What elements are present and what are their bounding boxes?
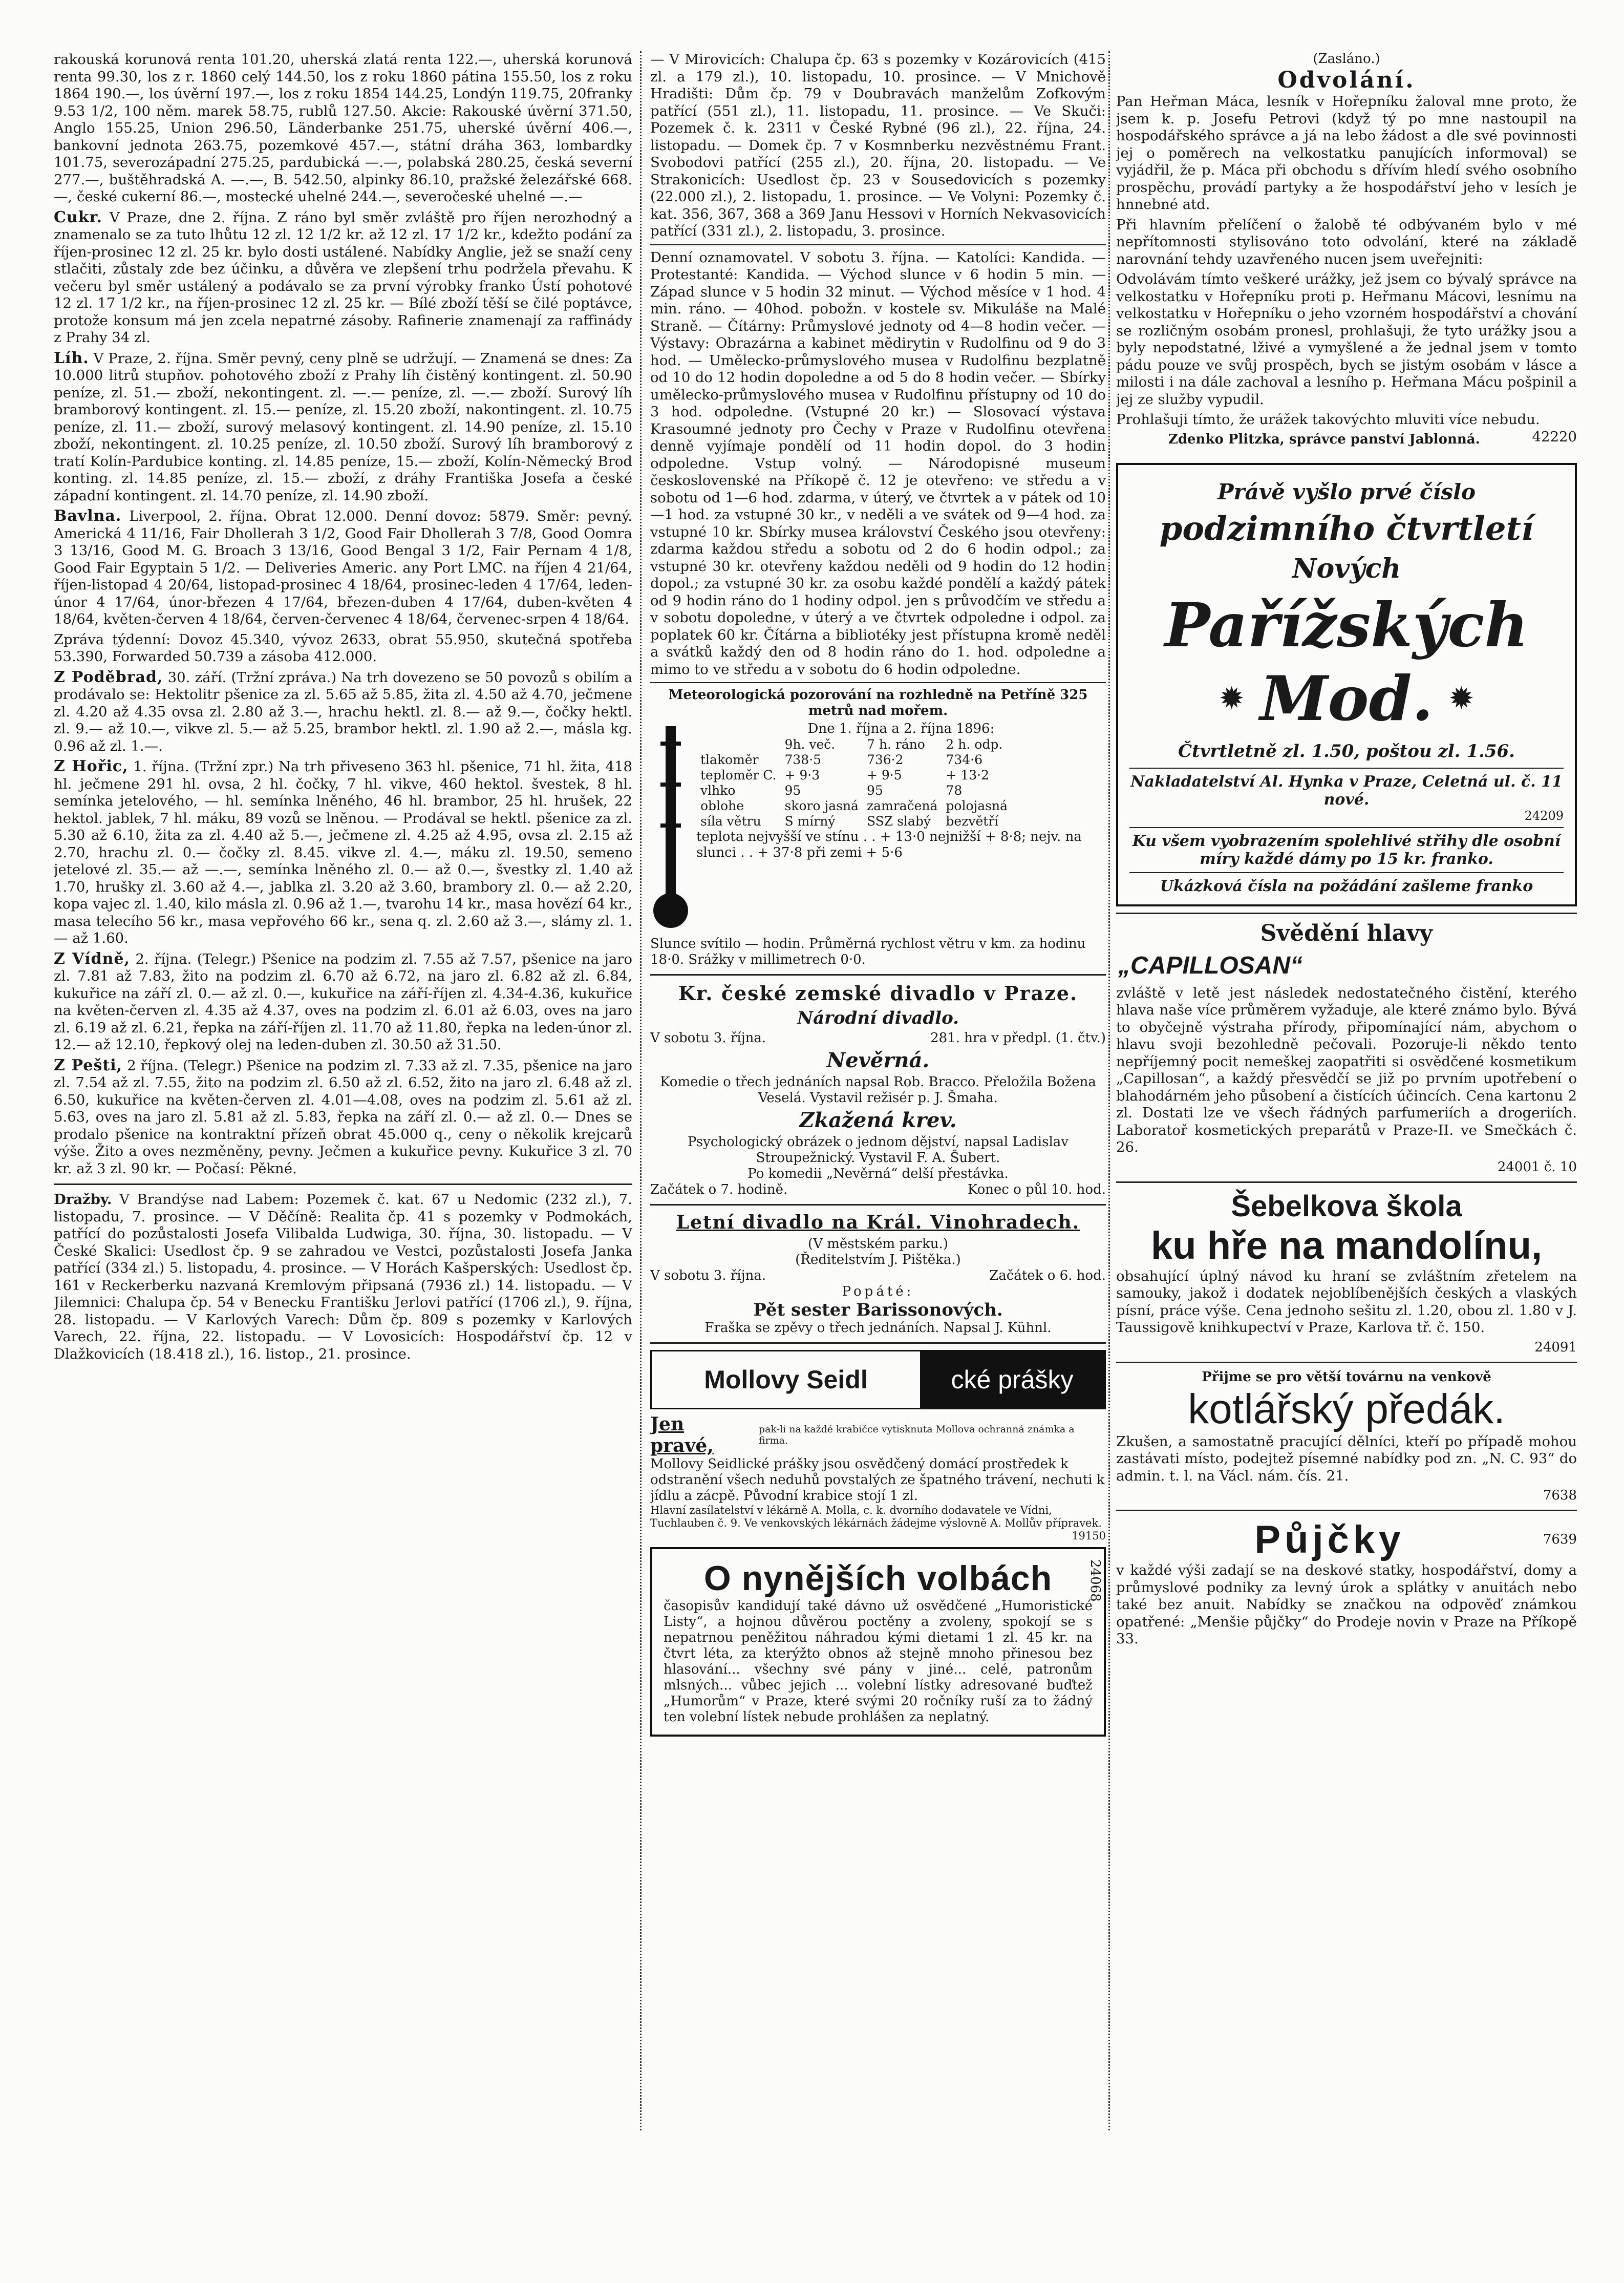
retraction-title: Odvolání. [1277,67,1416,93]
capillosan-logo: „CAPILLOSAN“ [1118,952,1302,979]
right-column: (Zasláno.) Odvolání. Pan Heřman Máca, lesník v Hořepníku žaloval mne proto, že jsem k. p. Josefu Petrovi (když tý po mne nastoupil na hospodářského správce a já na lebo žádost a dle své povinnosti jej o poměrech na velkostatku panujících informoval) se vyjádřil, že p. Máca při obchodu s dřívím hledí svého osobního prospěchu, provádí partyky a že hospodářství jeho v lesích je hnnebné atd. Při hlavním přelíčení o žalobě té odbývaném bylo v mé nepřítomnosti stylisováno toto odvolání, které na základě narovnání tehdy uzavřeného nucen jsem uveřejniti: Odvolávám tímto veškeré urážky, jež jsem co bývalý správce na velkostatku v Hořepníku proti p. Heřmanu Mácovi, lesnímu na velkostatku v Hořepníku o jeho vzorném hospodářství a chování se rozličným osobám pronesl, prohlašuji, že tyto urážky jsou a byly nepodstatné, lživé a vymyšlené a že jednal jsem v tomto pádu pouze ve svůj prospěch, bych se jistým osobám v lásce a milosti i na dále zachoval a lesního p. Heřmana Mácu pošpinil a jej ze služby vypudil. Prohlašuji tímto, že urážek takovýchto mluviti více nebudu. 42220 Zdenko Plitzka, správce panství Jablonná. Právě vyšlo prvé číslo podzimního čtvrtletí Nových Pařížských ✹ Mod. ✹ Čtvrtletně zl. 1.50, poštou zl. 1.56. Nakladatelství Al. Hynka v Praze, Celetná ul. č. 11 nové. 24209 Ku všem vyobrazením spolehlivé střihy dle osobní míry každé dámy po 15 kr. franko. Ukázková čísla na požádání zašleme franko Svědění hlavy „CAPILLOSAN“ zvláště v letě jest následek nedostatečného čistění, kterého hlava naše více průměrem vyžaduje, ale které známo bylo. Bývá to obyčejně výstraha přírody, připomínající nám, abychom o hlavu svoji bezohledně pečovali. Pozoruje-li někdo tento nepříjemný pocit nemeškej zaopatřiti si osvědčené kosmetikum „Capillosan“, a každý přesvědčí se již po prvním upotřebení o blahodárném jeho působení a čistících účincích. Cena kartonu 2 zl. Dostati lze ve všech řádných parfumeriích a drogeriích. Laboratoř kosmetických preparátů v Praze-II. ve Smečkách č. 26. 24001 č. 10 Šebelkova škola ku hře na mandolínu, obsahující úplný návod ku hraní se zvláštním zřetelem na samouky, jakož i dodatek nejoblíbenějších českých a vlaských písní, práce výše. Cena jednoho sešitu zl. 1.20, obou zl. 1.80 v J. Taussigově knihkupectví v Praze, Karlova tř. č. 150. 24091 Přijme se pro větší továrnu na venkově kotlářský předák. Zkušen, a samostatně pracující dělníci, kteří po případě mohou zastávati místo, podejtež písemné nabídky pod zn. „N. C. 93“ do admin. t. l. na Václ. nám. čís. 21. 7638 Půjčky 7639 v každé výši zadají se na deskové statky, hospodářství, domy a průmyslové podniky za levný úrok a splátky v anuitách nebo také bez anuit. Nabídky se značkou na odpověď známkou opatřené: „Menšie půjčky“ do Prodeje novin v Praze na Příkopě 33. [1116,51,1577,1647]
podebrady-market: Z Poděbrad, 30. září. (Tržní zpráva.) Na trh dovezeno se 50 povozů s obilím a prodávalo se: Hektolitr pšenice za zl. 5.65 až 5.85, žita zl. 4.50 až 4.70, ječmene zl. 4.20 až 4.35 ovsa zl. 2.80 až 3.—, hrachu hektl. zl. 8.— až 9.—, čočky hektl. zl. 9.— až 10.—, vikve zl. 5.— až 5.25, brambor hektl. zl. 1.90 až 2.—, másla kg. 0.96 až zl. 1.—. [54,668,632,754]
meteo-title: Meteorologická pozorování na rozhledně na Petříně 325 metrů nad mořem. [668,687,1088,718]
table-row: tlakoměr 738·5 736·2 734·6 [700,752,982,767]
table-row: oblohe skoro jasná zamračená polojasná [700,798,1008,813]
retraction-signature: Zdenko Plitzka, správce panství Jablonná. [1168,431,1480,447]
section-divider [54,1183,632,1185]
meteo-subtitle: Dne 1. října a 2. října 1896: [807,721,995,736]
mandolin-ad: Šebelkova škola ku hře na mandolínu, obsahující úplný návod ku hraní se zvláštním zřetelem na samouky, jakož i dodatek nejoblíbenějších českých a vlaských písní, práce výše. Cena jednoho sešitu zl. 1.20, obou zl. 1.80 v J. Taussigově knihkupectví v Praze, Karlova tř. č. 150. 24091 [1116,1189,1577,1355]
loans-ad: Půjčky 7639 v každé výši zadají se na deskové statky, hospodářství, domy a průmyslové podniky za levný úrok a splátky v anuitách nebo také bez anuit. Nabídky se značkou na odpověď známkou opatřené: „Menšie půjčky“ do Prodeje novin v Praze na Příkopě 33. [1116,1518,1577,1647]
auctions: Dražby. V Brandýse nad Labem: Pozemek č. kat. 67 u Nedomic (232 zl.), 7. listopadu, 7. prosince. — V Děčíně: Realita čp. 41 s pozemky v Podmokách, patřící do pozůstalosti Josefa Vilibalda Ludwiga, 30. října, 30. listopadu. — V České Skalici: Usedlost čp. 9 se zahradou ve Vestci, pozůstalosti Josefa Janka patřící (334 zl.) 5. listopadu, 4. prosince. — V Horách Kašperských: Usedlost čp. 161 v Reckerberku nazvaná Kremlovým připsaná (7936 zl.) 14. listopadu. — V Jilemnici: Chalupa čp. 54 v Benecku Františku Jerlovi patřící (1706 zl.), 9. října, 28. listopadu. — V Karlových Varech: Dům čp. 809 s pozemky v Karlových Varech, 22. října, 22. listopadu. — V Lovosicích: Hospodářství čp. 12 v Dlažkovicích (18.418 zl.), 16. listop., 21. prosince. [54,1191,632,1362]
auctions-cont: — V Mirovicích: Chalupa čp. 63 s pozemky v Kozárovicích (415 zl. a 179 zl.), 10. listopadu, 10. prosince. — V Mnichově Hradišti: Dům čp. 79 v Doubravách manželům Zofkovým patřící (551 zl.), 11. listopadu, 11. prosince. — Ve Skuči: Pozemek č. k. 2311 v České Rybné (96 zl.), 22. října, 24. listopadu. — Domek čp. 7 v Kosmnberku nezvěstnému Frant. Svobodovi patřící (255 zl.), 20. října, 20. listopadu. — Ve Strakonicích: Usedlost čp. 23 v Sousedovicích s pozemky (22.000 zl.), 2. listopadu, 1. prosince. — Ve Volyni: Pozemky č. kat. 356, 367, 368 a 369 Janu Hessovi v Horních Nekvasovicích patřící (331 zl.), 2. listopadu, 3. prosince. [650,51,1106,239]
table-row: teploměr C. + 9·3 + 9·5 + 13·2 [700,768,989,783]
cotton-weekly: Zpráva týdenní: Dovoz 45.340, vývoz 2633, obrat 55.950, skutečná spotřeba 53.390, Forwarded 50.739 a zásoba 412.000. [54,631,632,665]
cotton-report: Bavlna. Liverpool, 2. října. Obrat 12.000. Denní dovoz: 5879. Směr: pevný. Americká 4 11/16, Fair Dhollerah 3 1/2, Good Fair Dhollerah 3 7/8, Good Oomra 3 13/16, Good M. G. Broach 3 13/16, Good Bengal 3 1/2, Fair Pernam 4 1/8, Good Fair Egyptain 5 1/2. — Deliveries Americ. any Port LMC. na říjen 4 21/64, říjen-listopad 4 20/64, listopad-prosinec 4 18/64, prosinec-leden 4 17/64, leden-únor 4 17/64, únor-březen 4 17/64, březen-duben 4 17/64, duben-květen 4 18/64, květen-červen 4 18/64, červen-červenec 4 18/64, červenec-srpen 4 18/64. [54,507,632,627]
theatre-national: Kr. české zemské divadlo v Praze. Národní divadlo. V sobotu 3. října. 281. hra v předpl. (1. čtv.) Nevěrná. Komedie o třech jednáních napsal Rob. Bracco. Přeložila Božena Veselá. Vystavil režisér p. J. Šmaha. Zkažená krev. Psychologický obrázek o jednom dějství, napsal Ladislav Stroupežnický. Vystavil F. A. Šubert. Po komedii „Nevěrná“ delší přestávka. Začátek o 7. hodině. Konec o půl 10. hod. [650,982,1106,1197]
sugar-report: Cukr. V Praze, dne 2. října. Z ráno byl směr zvláště pro říjen nerozhodný a znamenalo se za tuto lhůtu 12 zl. 12 1/2 kr. až 12 zl. 17 1/2 kr., kdežto podání za říjen-prosinec 12 zl. 25 kr. bylo dosti ustálené. Nabídky Anglie, jež se snaží ceny stlačiti, zůstaly zde bez účinku, a důvěra ve zlepšení trhu podržela převahu. K večeru byl směr ustálený a podávalo se za první výrobky franko Ústí pohotové 12 zl. 17 1/2 kr., na říjen-prosinec 12 zl. 25 kr. — Bílé zboží těší se čilé poptávce, protože konsum má jen zcela nepatrné zásoby. Rafinerie znamenají za raffinády z Prahy 34 zl. [54,208,632,346]
meteo-block [650,687,1106,968]
boilermaker-ad: Přijme se pro větší továrnu na venkově kotlářský předák. Zkušen, a samostatně pracující dělníci, kteří po případě mohou zastávati místo, podejtež písemné nabídky pod zn. „N. C. 93“ do admin. t. l. na Václ. nám. čís. 21. 7638 [1116,1369,1577,1503]
theatre-summer: Letní divadlo na Král. Vinohradech. (V městském parku.) (Ředitelstvím J. Pištěka.) V sobotu 3. října. Začátek o 6. hod. Popáté: Pět sester Barissonových. Fraška se zpěvy o třech jednáních. Napsal J. Kühnl. [650,1212,1106,1336]
table-row: síla větru S mírný SSZ slabý bezvětří [700,814,999,829]
spirit-report: Líh. V Praze, 2. října. Směr pevný, ceny plně se udržují. — Znamená se dnes: Za 10.000 litrů stupňov. pohotového zboží z Prahy líh čistěný kontingent. zl. 50.90 peníze, zl. 51.— zboží, nekontingent. zl. —.— peníze, zl. —.— zboží. Surový líh bramborový kontingent. zl. 15.— peníze, zl. 15.20 zboží, nakontingent. zl. 10.75 peníze, zl. 11.— zboží, surový melasový kontingent. zl. 14.90 peníze, zl. 15.10 zboží, nekontingent. zl. 10.25 peníze, zl. 10.50 zboží. Surový líh bramborový z tratí Kolín-Pardubice konting. zl. 14.85 peníze, 15.— zboží, Kolín-Německý Brod konting. zl. 14.85 peníze, zl. 15.— zboží, z dráhy Františka Josefa a české západní kontingent. zl. 14.70 peníze, zl. 14.90 zboží. [54,349,632,504]
middle-column [650,51,1106,2141]
left-column [54,51,632,2125]
thermometer-icon [650,721,691,936]
star-ornament-icon: ✹ [1448,681,1475,716]
table-row: vlhko 95 95 78 [700,783,963,798]
capillosan-ad: Svědění hlavy „CAPILLOSAN“ zvláště v letě jest následek nedostatečného čistění, kterého hlava naše více průměrem vyžaduje, ale které známo bylo. Bývá to obyčejně výstraha přírody, připomínající nám, abychom o hlavu svoji bezohledně pečovali. Pozoruje-li někdo tento nepříjemný pocit nemeškej zaopatřiti si osvědčené kosmetikum „Capillosan“, a každý přesvědčí se již po prvním upotřebení o blahodárném jeho působení a čistících účincích. Cena kartonu 2 zl. Dostati lze ve všech řádných parfumeriích a drogeriích. Laboratoř kosmetických preparátů v Praze-II. ve Smečkách č. 26. 24001 č. 10 [1116,920,1577,1175]
column-divider-left [640,51,642,2130]
fashion-ad: Právě vyšlo prvé číslo podzimního čtvrtletí Nových Pařížských ✹ Mod. ✹ Čtvrtletně zl. 1.50, poštou zl. 1.56. Nakladatelství Al. Hynka v Praze, Celetná ul. č. 11 nové. 24209 Ku všem vyobrazením spolehlivé střihy dle osobní míry každé dámy po 15 kr. franko. Ukázková čísla na požádání zašleme franko [1116,463,1577,906]
elections-ad: O nynějších volbách 24068 časopisův kandidují také dávno už osvědčené „Humoristické Listy“, a hojnou důvěrou poctěny a zvoleny, spokojí se s nepatrnou peněžitou náhradou kými dietami 1 zl. 45 kr. na čtvrt léta, za kterýžto obnos až stejně mnoho přinesou bez hlasování... všechny své pány v jiné... celé, patronům mlsných... vůbec jejich ... volební lístky adresované buďtež „Humorům“ v Praze, které svými 20 ročníky ruší za to žádný ten volební lístek nebude prohlášen za neplatný. [650,1547,1106,1737]
meteo-footer: Slunce svítilo — hodin. Průměrná rychlost větru v km. za hodinu 18·0. Srážky v millimetrech 0·0. [650,936,1086,967]
vienna-market: Z Vídně, 2. října. (Telegr.) Pšenice na podzim zl. 7.55 až 7.57, pšenice na jaro zl. 7.81 až 7.83, žito na podzim zl. 6.70 až 6.72, na jaro zl. 6.82 až zl. 6.84, kukuřice na září zl. 0.— až zl. 0.—, kukuřice na září-říjen zl. 4.34-4.36, kukuřice na květen-červen zl. 4.35 až 4.37, oves na podzim zl. 6.01 až 6.03, oves na jaro zl. 6.19 až zl. 6.21, řepka na září-říjen zl. 11.70 až 11.80, řepka na leden-únor zl. 12.— až 12.10, řepkový olej na leden-duben zl. 30.50 až 31.50. [54,949,632,1053]
moll-ad: Mollovy Seidl cké prášky Jen pravé, pak-li na každé krabičce vytisknuta Mollova ochranná známka a firma. Mollovy Seidlické prášky jsou osvědčený domácí prostředek k odstranění všech neduhů povstalých ze špatného trávení, nechuti k jídlu a zácpě. Původní krabice stojí 1 zl. Hlavní zasílatelství v lékárně A. Molla, c. k. dvorního dodavatele ve Vídni, Tuchlauben č. 9. Ve venkovských lékárnách žádejme výslovně A. Mollův přípravek. 19150 [650,1350,1106,1542]
daily-announcer: Denní oznamovatel. V sobotu 3. října. — Katolíci: Kandida. — Protestanté: Kandida. — Východ slunce v 6 hodin 5 min. — Západ slunce v 5 hodin 32 minut. — Východ měsíce v 1 hod. 4 min. ráno. — 40hod. pobožn. v kostele sv. Mikuláše na Malé Straně. — Čítárny: Průmyslové jednoty od 4—8 hodin večer. — Výstavy: Obrazárna a kabinet mědirytin v Rudolfinu od 9 do 3 hod. — Umělecko-průmyslového musea v Rudolfinu bezplatně od 10 do 12 hodin dopoledne a od 5 do 8 hodin večer. — Sbírky umělecko-průmyslového musea v Rudolfinu přístupny od 10 do 3 hod. odpoledne. (Vstupné 20 kr.) — Slosovací výstava Krasoumné jednoty pro Čechy v Praze v Rudolfinu otevřena denně vyjímaje pondělí od 11 hodin dopol. do 3 hodin odpoledne. Vstup volný. — Národopisné museum československé na Příkopě č. 12 je otevřeno: ve středu a v sobotu od 1—6 hod. zdarma, v úterý, ve čtvrtek a v pátek od 10—1 hod. za vstupné 30 kr., v neděli a ve svátek od 9—4 hod. za vstupné 10 kr. Sbírky musea království Českého jsou otevřeny: zdarma každou středu a sobotu od 2 do 6 hodin odpol.; za vstupné 30 kr. otevřeny každou neděli od 9 hodin do 12 hodin dopol.; za vstupné 30 kr. za osobu každé pondělí a každý pátek od 9 hodin ráno do 1 hodiny odpol. jen s průvodčím ve středu a v sobotu dopoledne, v úterý a ve čtvrtek odpoledne i odpol. za poplatek 60 kr. Čítárna a bibliotéky jest přístupna kromě neděl a svátků každý den od 8 hodin ráno do 1. hod. odpoledne a mimo to ve středu a v sobotu do 6 hodin odpoledne. [650,249,1106,678]
column-divider-right [1108,51,1110,2130]
stock-report: rakouská korunová renta 101.20, uherská zlatá renta 122.—, uherská korunová renta 99.30, los z r. 1860 celý 144.50, los z roku 1860 pátina 155.50, los z roku 1864 190.—, los úvěrní 197.—, los z roku 1854 144.25, Londýn 119.75, 20franky 9.53 1/2, 100 něm. marek 58.75, rublů 127.50. Akcie: Rakouské úvěrní 371.50, Anglo 155.25, Union 296.50, Länderbanke 251.75, uherské úvěrní 406.—, bankovní jednota 263.75, pozemkové 457.—, státní dráha 363, lombardky 101.75, severozápadní 275.25, pardubická —.—, polabská 280.25, česká severní 277.—, buštěhradská A. —.—, B. 542.50, alpinky 86.10, pražské železářské 668.—, české cukerní 86.—, mostecké uhelné 244.—, severočeské uhelné —.— [54,51,632,205]
meteo-table: 9h. več. 7 h. ráno 2 h. odp. tlakoměr 738·5 736·2 734·6 teploměr C. + 9·3 + 9·5 + 13·2 vlhko 95 95 78 oblohe skoro jasná zamračená polojasná síla větru S mírný SSZ slabý bezvětří [696,737,1012,829]
star-ornament-icon: ✹ [1219,681,1245,716]
horice-market: Z Hořic, 1. října. (Tržní zpr.) Na trh přiveseno 363 hl. pšenice, 71 hl. žita, 418 hl. ječmene 291 hl. ovsa, 2 hl. čočky, 7 hl. vikve, 460 hektol. švestek, 8 hl. semínka jetelového, — hl. semínka lněného, 46 hl. brambor, 25 hl. hrušek, 22 hektol. jablek, 7 hl. máku, 89 vozů se lněnou. — Prodával se hektl. pšenice za zl. 5.30 až 6.10, žita za zl. 4.40 až 5.—, ječmene zl. 4.25 až 4.95, ovsa zl. 2.15 až 2.70, hrachu zl. 0.— čočky zl. 8.45. vikve zl. 4.—, máku zl. 19.50, semeno jetelové zl. 35.— až —.—, semínka lněného zl. 0.— až 0.—, švestky zl. 1.40 až 1.70, hrušky zl. 3.60 až 4.—, jablka zl. 3.20 až 3.60, brambory zl. 0.— až 2.20, kopa vajec zl. 1.40, kilo másla zl. 0.96 až 1.—, tvarohu 14 kr., masa hovězí 64 kr., masa telecího 56 kr., masa vepřového 66 kr., sena q. zl. 2.60 až 3.—, slámy zl. 1.— až 1.60. [54,757,632,946]
pest-market: Z Pešti, 2 října. (Telegr.) Pšenice na podzim zl. 7.33 až zl. 7.35, pšenice na jaro zl. 7.54 až zl. 7.55, žito na podzim zl. 6.50 až zl. 6.52, žito na jaro zl. 6.48 až zl. 6.50, kukuřice na květen-červen zl. 4.01—4.08, oves na podzim zl. 5.61 až zl. 5.63, oves na jaro zl. 5.81 až zl. 5.83, řepka na září zl. 0.— až zl. 0.— Dnes se prodalo pšenice na kontraktní přízeň obrat 45.000 q., ceny o několik krejcarů výše. Žito a oves nezměněny, pevny. Ječmen a kukuřice pevny. Kukuřice 3 zl. 70 kr. až 3 zl. 90 kr. — Počasí: Pěkné. [54,1056,632,1177]
meteo-temps: teplota nejvyšší ve stínu . . + 13·0 nejnižší + 8·8; nejv. na slunci . . + 37·8 při zemi + 5·6 [696,829,1082,860]
